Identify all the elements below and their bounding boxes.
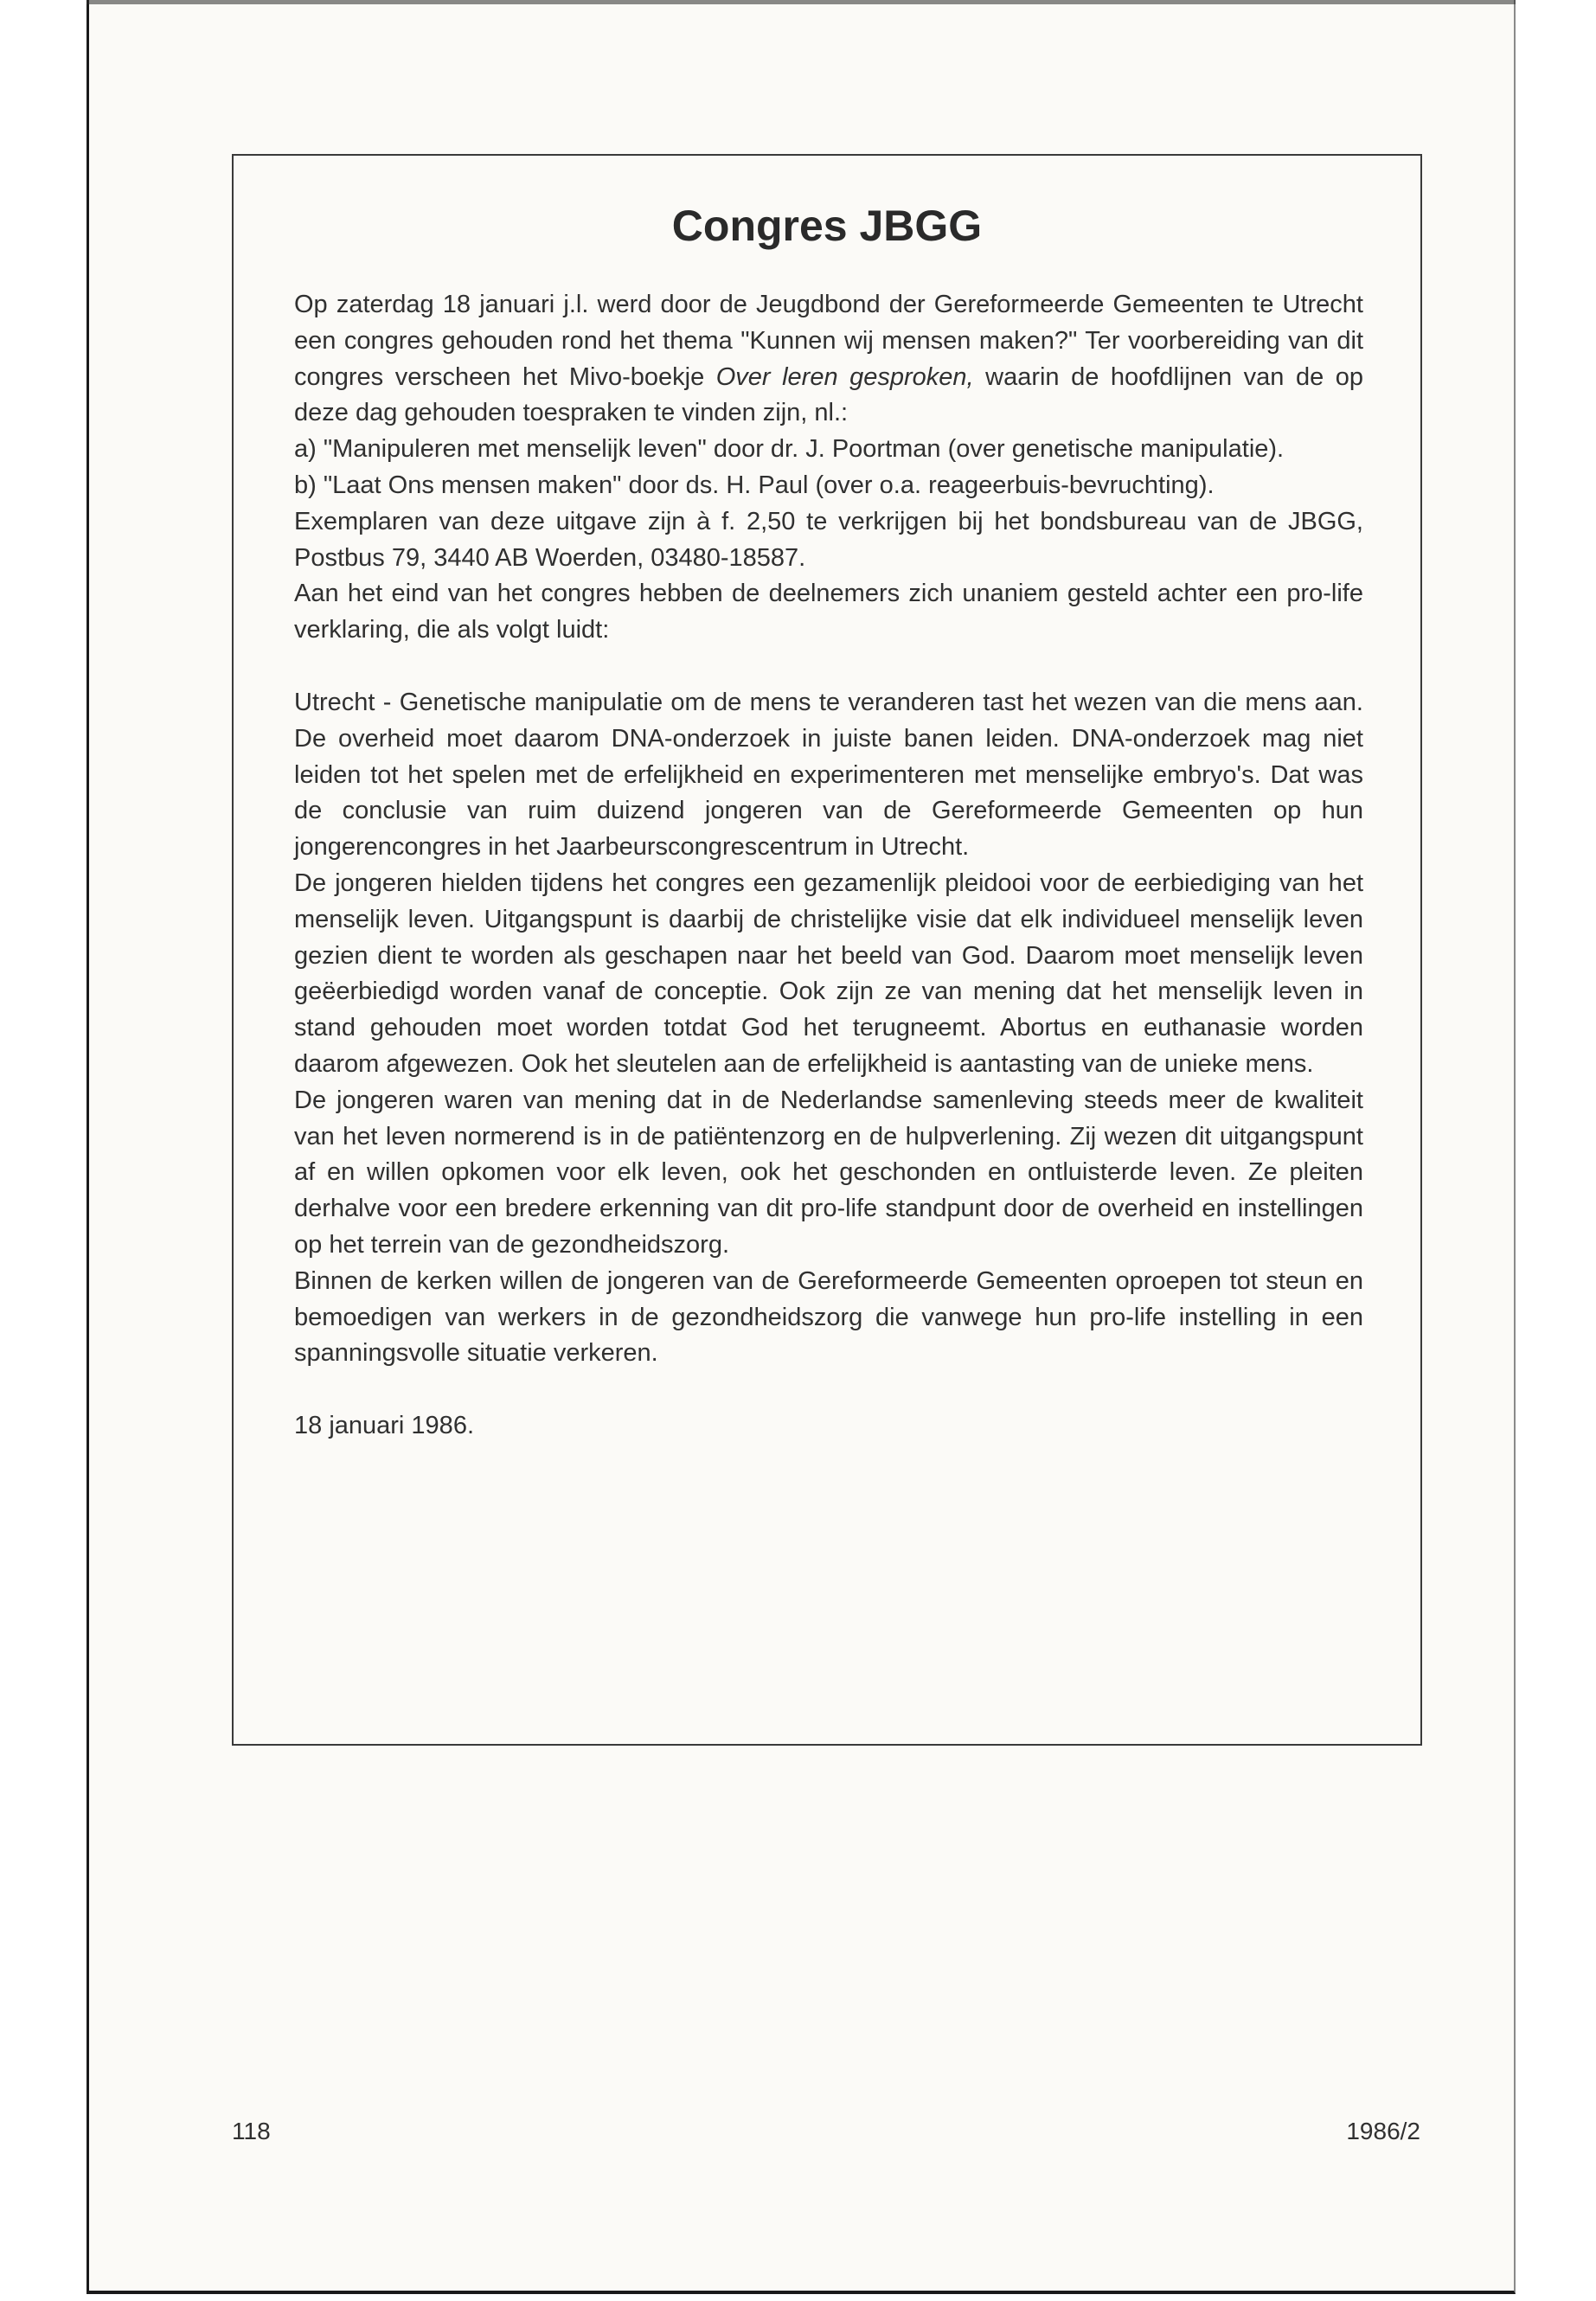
page-top-edge [87,0,1516,4]
page-number: 118 [232,2118,271,2144]
list-item-b [294,468,1363,504]
issue-number: 1986/2 [1346,2118,1420,2144]
intro-paragraph [294,287,1363,432]
paragraph-gap [294,1372,1363,1408]
paragraph-gap [294,649,1363,685]
list-text: "Manipuleren met menselijk leven" door dr. J. Poortman (over genetische manipulatie). [323,435,1285,464]
list-text: "Laat Ons mensen maken" door ds. H. Paul (over o.a. reageerbuis-bevruchting). [323,471,1215,499]
booklet-title: Over leren gesproken, [715,362,974,391]
list-marker: a) [294,435,317,464]
intro-text-end: waarin de hoofdlijnen van de op deze dag gehouden toespraken te vinden zijn, nl.: [294,362,1363,427]
declaration-paragraph: Binnen de kerken willen de jongeren van de Gereformeerde Gemeenten oproepen tot steun en bemoedigen van werkers in de gezondheidszorg die vanwege hun pro-life instelling in een spanningsvolle situatie verkeren. [294,1266,1363,1368]
article-box [232,154,1422,1746]
list-item-a [294,432,1363,468]
intro-text-start: Op zaterdag 18 januari j.l. werd door de Jeugdbond der Gereformeerde Gemeenten te Utrecht een congres gehouden rond het thema "Kunnen wij mensen maken?" Ter voorbereiding van dit congres verscheen het Mivo-boekje [294,291,1363,391]
availability-paragraph: Exemplaren van deze uitgave zijn à f. 2,50 te verkrijgen bij het bondsbureau van de JBGG, Postbus 79, 3440 AB Woerden, 03480-18587. [294,507,1363,572]
declaration-paragraph: De jongeren hielden tijdens het congres een gezamenlijk pleidooi voor de eerbiediging van het menselijk leven. Uitgangspunt is daarbij de christelijke visie dat elk individueel menselijk leven gezien dient te worden als geschapen naar het beeld van God. Daarom moet menselijk leven geëerbiedigd worden vanaf de conceptie. Ook zijn ze van mening dat het menselijk leven in stand gehouden moet worden totdat God het terugneemt. Abortus en euthanasie worden daarom afgewezen. Ook het sleutelen aan de erfelijkheid is aantasting van de unieke mens. [294,868,1363,1078]
article-title: Congres JBGG [671,202,983,250]
declaration-paragraph: Utrecht - Genetische manipulatie om de mens te veranderen tast het wezen van die mens aan. De overheid moet daarom DNA-onderzoek in juiste banen leiden. DNA-onderzoek mag niet leiden tot het spelen met de erfelijkheid en experimenteren met menselijke embryo's. Dat was de conclusie van ruim duizend jongeren van de Gereformeerde Gemeenten op hun jongerencongres in het Jaarbeurscongrescentrum in Utrecht. [294,688,1363,862]
article-body [294,287,1363,1445]
list-marker: b) [294,471,317,499]
declaration-date: 18 januari 1986. [294,1412,474,1440]
declaration-intro: Aan het eind van het congres hebben de deelnemers zich unaniem gesteld achter een pro-life verklaring, die als volgt luidt: [294,580,1363,644]
declaration-paragraph: De jongeren waren van mening dat in de Nederlandse samenleving steeds meer de kwaliteit van het leven normerend is in de patiëntenzorg en de hulpverlening. Zij wezen dit uitgangspunt af en willen opkomen voor elk leven, ook het geschonden en ontluisterde leven. Ze pleiten derhalve voor een bredere erkenning van dit pro-life standpunt door de overheid en instellingen op het terrein van de gezondheidszorg. [294,1086,1363,1259]
